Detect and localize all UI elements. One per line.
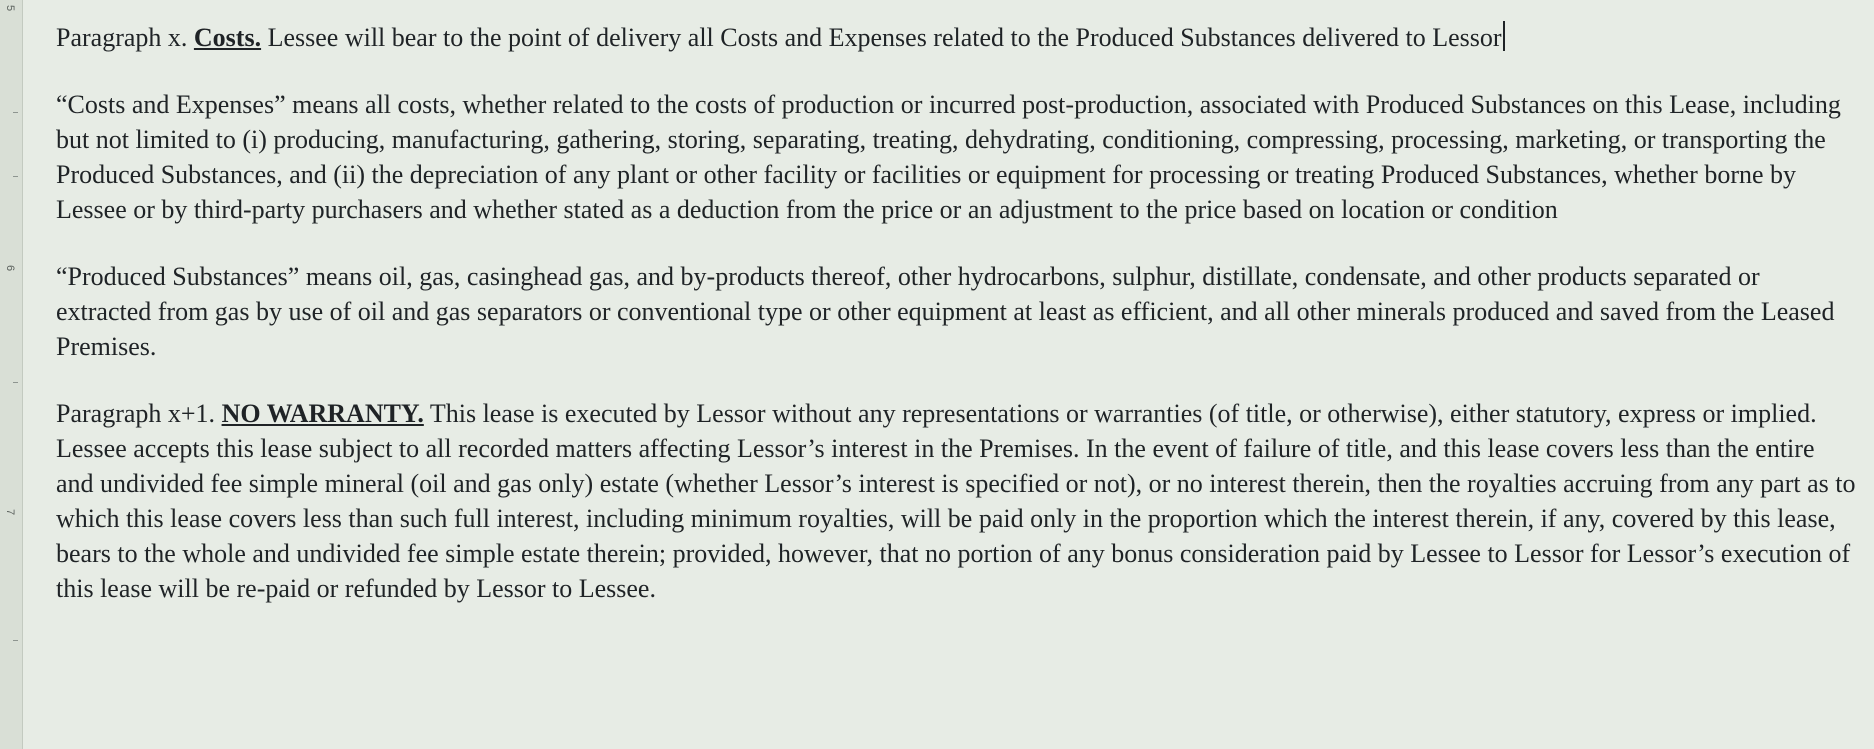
ruler-tick: [13, 176, 18, 177]
ruler-tick: [13, 640, 18, 641]
ruler-tick: [13, 382, 18, 383]
ruler-number: 6: [4, 264, 16, 272]
paragraph-prefix: Paragraph x+1.: [56, 399, 222, 428]
text-cursor: [1503, 21, 1505, 51]
paragraph-costs[interactable]: [56, 20, 1856, 55]
document-body[interactable]: [56, 20, 1856, 606]
ruler-number: 7: [4, 508, 16, 516]
paragraph-costs-definition[interactable]: “Costs and Expenses” means all costs, whether related to the costs of production or incurred post-production, associated with Produced Substances on this Lease, including but not limited to (i) producing, manufacturing, gathering, storing, separating, treating, dehydrating, conditioning, compressing, processing, marketing, or transporting the Produced Substances, and (ii) the depreciation of any plant or other facility or facilities or equipment for processing or treating Produced Substances, whether borne by Lessee or by third-party purchasers and whether stated as a deduction from the price or an adjustment to the price based on location or condition: [56, 90, 1841, 224]
ruler-number: 5: [4, 4, 16, 12]
paragraph-heading-costs: Costs.: [193, 23, 262, 52]
paragraph-prefix: Paragraph x.: [56, 23, 194, 52]
document-page[interactable]: [23, 0, 1874, 749]
paragraph-body: This lease is executed by Lessor without any representations or warranties (of title, or otherwise), either statutory, express or implied. Lessee accepts this lease subject to all recorded matters affecting Lessor’s interest in the Premises. In the event of failure of title, and this lease covers less than the entire and undivided fee simple mineral (oil and gas only) estate (whether Lessor’s interest is specified or not), or no interest therein, then the royalties accruing from any part as to which this lease covers less than such full interest, including minimum royalties, will be paid only in the proportion which the interest therein, if any, covered by this lease, bears to the whole and undivided fee simple estate therein; provided, however, that no portion of any bonus consideration paid by Lessee to Lessor for Lessor’s execution of this lease will be re-paid or refunded by Lessor to Lessee.: [56, 399, 1856, 603]
paragraph-no-warranty[interactable]: [56, 396, 1856, 606]
paragraph-produced-substances-definition[interactable]: “Produced Substances” means oil, gas, casinghead gas, and by-products thereof, other hydrocarbons, sulphur, distillate, condensate, and other products separated or extracted from gas by use of oil and gas separators or conventional type or other equipment at least as efficient, and all other minerals produced and saved from the Leased Premises.: [56, 262, 1835, 361]
ruler-tick: [13, 112, 18, 113]
paragraph-body: Lessee will bear to the point of delivery all Costs and Expenses related to the Produced Substances delivered to Lessor: [261, 23, 1502, 52]
vertical-ruler: [0, 0, 23, 749]
paragraph-heading-no-warranty: NO WARRANTY.: [221, 399, 424, 428]
